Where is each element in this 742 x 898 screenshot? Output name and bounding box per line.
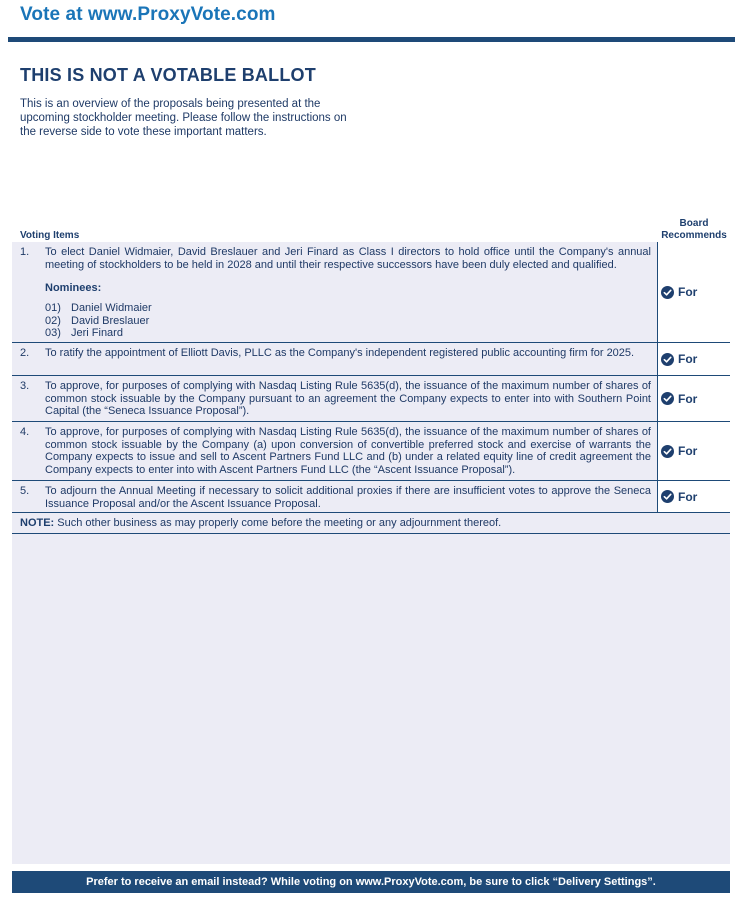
proposal-row-5: [12, 481, 730, 513]
nominee-item: [45, 327, 152, 340]
note-label: NOTE:: [20, 517, 55, 529]
board-recommendation: [657, 343, 730, 375]
proposal-row-2: [12, 343, 730, 376]
board-recommendation: [657, 422, 730, 480]
nominee-number: 01): [45, 302, 61, 314]
nominee-name: Daniel Widmaier: [71, 302, 152, 314]
note-row: [12, 513, 730, 534]
nominees-label: Nominees:: [45, 282, 102, 294]
delivery-settings-banner: Prefer to receive an email instead? While voting on www.ProxyVote.com, be sure to click “Delivery Settings”.: [12, 871, 730, 893]
nominee-number: 03): [45, 327, 61, 339]
intro-text: This is an overview of the proposals being presented at the upcoming stockholder meeting. Please follow the instructions on the reverse side to vote these important matters.: [20, 98, 347, 138]
check-circle-icon: [661, 490, 674, 503]
proposal-number: 3.: [20, 380, 30, 392]
check-circle-icon: [661, 286, 674, 299]
proposal-row-3: [12, 376, 730, 422]
nominee-item: [45, 315, 152, 328]
proposal-number: 2.: [20, 347, 30, 359]
proposal-row-1: [12, 242, 730, 343]
proposal-text: To approve, for purposes of complying with Nasdaq Listing Rule 5635(d), the issuance of the maximum number of shares of common stock issuable by the Company pursuant to an agreement the Company expects to enter into with Southern Point Capital (the “Seneca Issuance Proposal”).: [45, 380, 651, 417]
proposal-text: To approve, for purposes of complying with Nasdaq Listing Rule 5635(d), the issuance of the maximum number of shares of common stock issuable by the Company (a) upon conversion of convertible preferred stock and exercise of warrants the Company expects to issue and sell to Ascent Partners Fund LLC and (b) under a related equity line of credit agreement the Company expects to enter into with Ascent Partners Fund LLC (the “Ascent Issuance Proposal”).: [45, 426, 651, 476]
proposal-text: To adjourn the Annual Meeting if necessary to solicit additional proxies if there are insufficient votes to approve the Seneca Issuance Proposal and/or the Ascent Issuance Proposal.: [45, 485, 651, 510]
nominee-name: Jeri Finard: [71, 327, 123, 339]
header-divider: [8, 37, 735, 42]
board-recommendation: [657, 481, 730, 512]
nominee-name: David Breslauer: [71, 314, 150, 327]
nominee-item: [45, 302, 152, 315]
note-text: Such other business as may properly come before the meeting or any adjournment thereof.: [54, 517, 502, 529]
proxyvote-link[interactable]: Vote at www.ProxyVote.com: [20, 4, 276, 25]
board-recommends-header: Board Recommends: [661, 218, 727, 241]
check-circle-icon: [661, 445, 674, 458]
proposal-number: 5.: [20, 485, 30, 497]
board-recommendation: [657, 242, 730, 342]
check-circle-icon: [661, 353, 674, 366]
nominee-number: 02): [45, 314, 61, 327]
proposal-text: To ratify the appointment of Elliott Davis, PLLC as the Company's independent registered public accounting firm for 2025.: [45, 347, 635, 359]
recommendation-for: For: [678, 352, 698, 366]
page-title: THIS IS NOT A VOTABLE BALLOT: [20, 65, 316, 85]
recommendation-for: For: [678, 444, 698, 458]
board-recommendation: [657, 376, 730, 421]
voting-items-header: Voting Items: [20, 230, 80, 241]
recommendation-for: For: [678, 285, 698, 299]
proposal-number: 1.: [20, 246, 30, 258]
nominee-list: [45, 302, 152, 340]
check-circle-icon: [661, 392, 674, 405]
recommendation-for: For: [678, 489, 698, 504]
recommendation-for: For: [678, 391, 698, 406]
proposal-text: To elect Daniel Widmaier, David Breslauer and Jeri Finard as Class I directors to hold office until the Company's annual meeting of stockholders to be held in 2028 and until their respective successors have been duly elected and qualified.: [45, 246, 651, 271]
proposal-row-4: [12, 422, 730, 481]
proposal-number: 4.: [20, 426, 30, 438]
